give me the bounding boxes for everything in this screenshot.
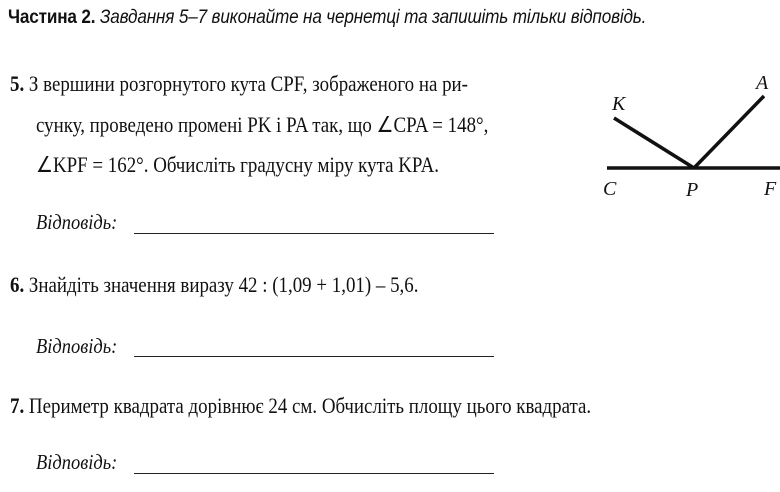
task-7-answer-label: Відповідь:	[36, 450, 118, 474]
task-5-number: 5.	[10, 71, 25, 96]
ray-pa	[694, 96, 764, 168]
task-6-number: 6.	[10, 272, 25, 297]
task-5-answer-label: Відповідь:	[36, 210, 118, 234]
task-5-text-1: З вершини розгорнутого кута CPF, зображеного на ри-	[28, 71, 468, 96]
label-c: C	[603, 178, 617, 200]
task-6-answer-label: Відповідь:	[36, 334, 118, 358]
task-6-text: Знайдіть значення виразу 42 : (1,09 + 1,01) – 5,6.	[28, 272, 419, 297]
label-k: K	[612, 93, 626, 115]
task-7-answer-line[interactable]	[134, 473, 494, 474]
task-6-line	[10, 272, 418, 298]
section-instructions: Завдання 5–7 виконайте на чернетці та запишіть тільки відповідь.	[99, 6, 647, 28]
label-f: F	[764, 178, 777, 200]
task-7-number: 7.	[10, 393, 25, 418]
task-5-text-3: ∠KPF = 162°. Обчисліть градусну міру кута KPA.	[36, 152, 440, 177]
label-a: A	[756, 72, 769, 94]
task-5-text-2: сунку, проведено промені PK і PA так, що ∠CPA = 148°,	[36, 112, 489, 137]
ray-pk	[614, 118, 694, 168]
task-6-answer-line[interactable]	[134, 356, 494, 357]
label-p: P	[686, 179, 699, 201]
task-7-line	[10, 393, 591, 419]
task-7-text: Периметр квадрата дорівнює 24 см. Обчисліть площу цього квадрата.	[28, 393, 592, 418]
section-title: Частина 2.	[8, 6, 96, 28]
